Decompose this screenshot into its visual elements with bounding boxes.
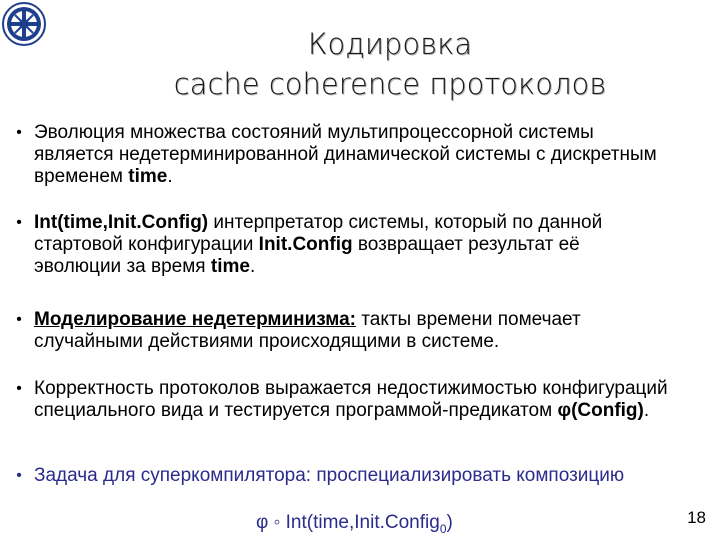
formula-main: Int(time,Init.Config: [285, 512, 440, 533]
formula-subscript: 0: [439, 521, 447, 536]
bullet-bold-term: Int(time,Init.Config): [34, 212, 209, 233]
bullet-marker: •: [16, 311, 22, 328]
bullet-text: интерпретатор системы, который по данной стартовой конфигурации: [34, 212, 603, 255]
bullet-marker: •: [16, 124, 22, 141]
slide-title-line1: Кодировка: [307, 27, 473, 61]
compose-operator: ◦: [273, 512, 281, 533]
slide-title-line2: cache coherence протоколов: [173, 67, 607, 101]
bullet-tail: .: [167, 166, 173, 187]
bullet-text: возвращает результат её эволюции за время: [34, 234, 580, 277]
bullet-text: Корректность протоколов выражается недостижимостью конфигураций специального вида и тестируется программой-предикатом: [34, 378, 668, 421]
bullet-tail: .: [249, 256, 256, 277]
bullet-evolution: [8, 122, 668, 188]
bullet-nondeterminism: [8, 309, 668, 353]
bullet-marker: •: [16, 467, 22, 484]
bullet-correctness: [8, 378, 668, 422]
bullet-text: Эволюция множества состояний мультипроцессорной системы является недетерминированной динамической системы с дискретным временем: [34, 122, 657, 187]
bullet-task: [8, 465, 668, 487]
phi-symbol: φ: [256, 512, 269, 533]
bullet-text: такты времени помечает случайными действиями происходящими в системе.: [34, 309, 581, 352]
phi-symbol: φ: [557, 400, 572, 421]
bullet-underlined-heading: Моделирование недетерминизма:: [34, 309, 356, 330]
page-number: 18: [687, 508, 706, 527]
bullet-marker: •: [16, 380, 22, 397]
bullet-text: Задача для суперкомпилятора: проспециализировать композицию: [34, 465, 625, 486]
bullet-interpreter: [8, 212, 668, 278]
bullet-marker: •: [16, 214, 22, 231]
bullet-bold-term: time: [128, 166, 168, 187]
bullet-bold-term: Init.Config: [258, 234, 353, 255]
bullet-bold-term: time: [210, 256, 250, 277]
formula-close: ): [446, 512, 453, 533]
composition-formula: [256, 511, 453, 541]
bullet-bold-term: (Config): [571, 400, 644, 421]
bullet-tail: .: [643, 400, 650, 421]
